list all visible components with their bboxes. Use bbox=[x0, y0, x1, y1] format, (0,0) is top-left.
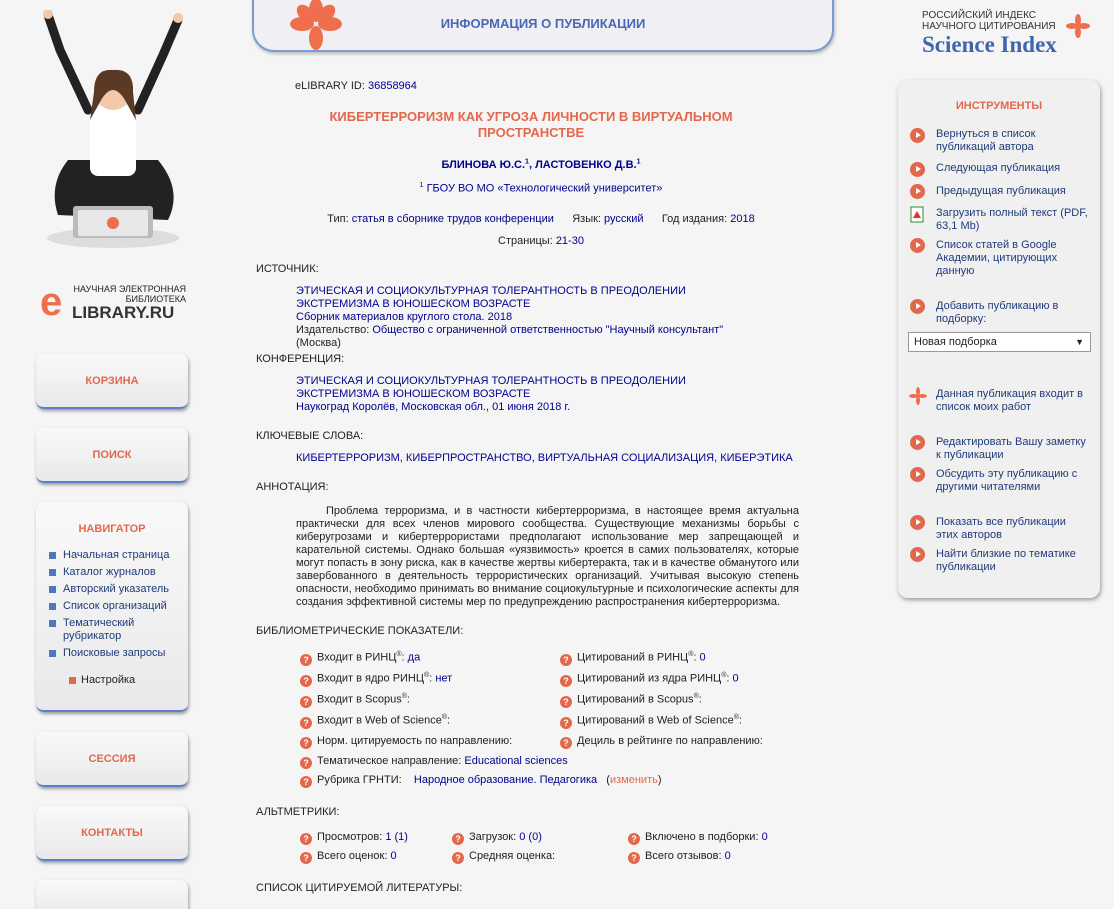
contacts-box[interactable] bbox=[36, 806, 188, 861]
biblio-cit-core: ? Цитирований из ядра РИНЦ®: 0 bbox=[560, 672, 739, 687]
logo-text: LIBRARY.RU bbox=[72, 303, 175, 322]
help-icon[interactable]: ? bbox=[628, 852, 640, 864]
cart-button[interactable]: КОРЗИНА bbox=[85, 375, 139, 387]
help-icon[interactable]: ? bbox=[300, 757, 312, 769]
keywords-list[interactable]: КИБЕРТЕРРОРИЗМ, КИБЕРПРОСТРАНСТВО, ВИРТУАЛЬНАЯ СОЦИАЛИЗАЦИЯ, КИБЕРЭТИКА bbox=[296, 452, 793, 464]
help-icon[interactable]: ? bbox=[628, 833, 640, 845]
help-icon[interactable]: ? bbox=[300, 717, 312, 729]
pdf-icon bbox=[909, 206, 926, 223]
arrow-icon bbox=[910, 467, 925, 482]
nav-item-journals[interactable]: Каталог журналов bbox=[36, 566, 188, 579]
alt-views: ? Просмотров: 1 (1) bbox=[300, 831, 408, 845]
nav-item-authors[interactable]: Авторский указатель bbox=[36, 583, 188, 596]
arrow-icon bbox=[910, 162, 925, 177]
help-icon[interactable]: ? bbox=[560, 654, 572, 666]
bullet-icon bbox=[49, 620, 56, 627]
logo-e: e bbox=[40, 280, 63, 324]
author-link-1[interactable]: БЛИНОВА Ю.С.$^1$ bbox=[441, 158, 529, 171]
asterisk-icon bbox=[909, 387, 927, 405]
next-box bbox=[36, 880, 188, 909]
biblio-cit-wos: ? Цитирований в Web of Science®: bbox=[560, 714, 742, 729]
conference-place: Наукоград Королёв, Московская обл., 01 июня 2018 г. bbox=[296, 401, 571, 413]
alt-reviews: ? Всего отзывов: 0 bbox=[628, 850, 731, 864]
my-works-link[interactable]: Данная публикация входит в список моих работ bbox=[936, 388, 1084, 413]
help-icon[interactable]: ? bbox=[452, 833, 464, 845]
affiliation[interactable]: $^1$ ГБОУ ВО МО «Технологический университет» bbox=[419, 182, 663, 195]
navigator-list bbox=[36, 549, 188, 687]
elibrary-logo[interactable] bbox=[40, 282, 190, 326]
similar-pubs-link[interactable]: Найти близкие по тематике публикации bbox=[936, 548, 1076, 573]
biblio-cit-rinc: ? Цитирований в РИНЦ®: 0 bbox=[560, 651, 706, 666]
biblio-norm: ? Норм. цитируемость по направлению: bbox=[300, 735, 512, 749]
annotation-text: Проблема терроризма, и в частности кибертерроризма, в настоящее время актуальна практически для всех членов мирового сообщества. Существующие механизмы борьбы с киберугрозами и кибертеррористами предполагают использование мер запрещающей и карательной системы. Однако большая «уязвимость» кроется в самих пользователях, которые могут попасть в зону риска, как в качестве жертвы кибертеракта, так и в качестве обманутого или завербованного в деятельность террористических организаций. Учитывая высокую степень опасности, необходимо принимать во внимание социокультурные и психологические аспекты для создания эффективной системы мер по предупреждению распространения кибертерроризма. bbox=[296, 505, 799, 608]
bullet-icon bbox=[49, 569, 56, 576]
elibrary-id: eLIBRARY ID: 36858964 bbox=[295, 80, 417, 92]
biblio-cit-scopus: ? Цитирований в Scopus®: bbox=[560, 693, 702, 708]
nav-item-queries[interactable]: Поисковые запросы bbox=[36, 647, 188, 660]
session-button[interactable]: СЕССИЯ bbox=[88, 753, 136, 765]
arrow-icon bbox=[910, 238, 925, 253]
nav-item-orgs[interactable]: Список организаций bbox=[36, 600, 188, 613]
nav-item-home[interactable]: Начальная страница bbox=[36, 549, 188, 562]
collection-select[interactable]: Новая подборка ▼ bbox=[908, 332, 1091, 352]
nav-item-rubricator[interactable]: Тематический рубрикатор bbox=[36, 617, 188, 643]
help-icon[interactable]: ? bbox=[300, 696, 312, 708]
arrow-icon bbox=[910, 547, 925, 562]
keywords-heading: КЛЮЧЕВЫЕ СЛОВА: bbox=[256, 430, 364, 442]
authors: БЛИНОВА Ю.С.$^1$, ЛАСТОВЕНКО Д.В.$^1$ bbox=[441, 158, 641, 171]
hero-illustration bbox=[38, 10, 188, 255]
bullet-icon bbox=[49, 650, 56, 657]
edit-note-link[interactable]: Редактировать Вашу заметку к публикации bbox=[936, 436, 1086, 461]
bullet-icon bbox=[49, 586, 56, 593]
help-icon[interactable]: ? bbox=[300, 776, 312, 788]
help-icon[interactable]: ? bbox=[300, 737, 312, 749]
biblio-decile: ? Дециль в рейтинге по направлению: bbox=[560, 735, 763, 749]
alt-heading: АЛЬТМЕТРИКИ: bbox=[256, 806, 340, 818]
discuss-link[interactable]: Обсудить эту публикацию с другими читателями bbox=[936, 468, 1078, 493]
source-block: ЭТИЧЕСКАЯ И СОЦИОКУЛЬТУРНАЯ ТОЛЕРАНТНОСТЬ В ПРЕОДОЛЕНИИ ЭКСТРЕМИЗМА В ЮНОШЕСКОМ ВОЗРАСТЕ Сборник материалов круглого стола. 2018 Издательство: Общество с ограниченной ответственностью "Научный консультант" (Москва) bbox=[296, 285, 724, 349]
publication-title: КИБЕРТЕРРОРИЗМ КАК УГРОЗА ЛИЧНОСТИ В ВИРТУАЛЬНОМ ПРОСТРАНСТВЕ bbox=[329, 109, 733, 140]
source-heading: ИСТОЧНИК: bbox=[256, 263, 319, 275]
biblio-rinc: ? Входит в РИНЦ®: да bbox=[300, 651, 420, 666]
search-box[interactable] bbox=[36, 428, 188, 483]
tools-title: ИНСТРУМЕНТЫ bbox=[955, 100, 1043, 112]
left-column bbox=[0, 0, 200, 909]
navigator-title: НАВИГАТОР bbox=[78, 523, 146, 535]
logo-subtitle: НАУЧНАЯ ЭЛЕКТРОННАЯ БИБЛИОТЕКА bbox=[73, 284, 186, 304]
help-icon[interactable]: ? bbox=[300, 654, 312, 666]
biblio-heading: БИБЛИОМЕТРИЧЕСКИЕ ПОКАЗАТЕЛИ: bbox=[256, 625, 464, 637]
annotation-heading: АННОТАЦИЯ: bbox=[256, 481, 329, 493]
help-icon[interactable]: ? bbox=[452, 852, 464, 864]
arrow-icon bbox=[910, 299, 925, 314]
help-icon[interactable]: ? bbox=[560, 737, 572, 749]
contacts-button[interactable]: КОНТАКТЫ bbox=[81, 827, 143, 839]
publisher-link[interactable]: Общество с ограниченной ответственностью "Научный консультант" bbox=[372, 324, 724, 336]
dropdown-arrow-icon: ▼ bbox=[1075, 337, 1084, 347]
science-index-logo[interactable]: РОССИЙСКИЙ ИНДЕКС НАУЧНОГО ЦИТИРОВАНИЯ Science Index bbox=[922, 10, 1057, 58]
source-collection: Сборник материалов круглого стола. 2018 bbox=[296, 311, 513, 323]
header-tab bbox=[252, 0, 834, 52]
change-link[interactable]: изменить bbox=[609, 774, 658, 786]
nav-item-settings[interactable]: Настройка bbox=[36, 674, 188, 687]
help-icon[interactable]: ? bbox=[560, 675, 572, 687]
all-author-pubs-link[interactable]: Показать все публикации этих авторов bbox=[936, 516, 1066, 541]
bullet-icon bbox=[69, 677, 76, 684]
session-box[interactable] bbox=[36, 732, 188, 787]
pub-meta: Тип: статья в сборнике трудов конференции Язык: русский Год издания: 2018 bbox=[327, 213, 755, 225]
help-icon[interactable]: ? bbox=[560, 696, 572, 708]
search-button[interactable]: ПОИСК bbox=[92, 449, 132, 461]
bullet-icon bbox=[49, 603, 56, 610]
arrow-icon bbox=[910, 515, 925, 530]
google-scholar-link[interactable]: Список статей в Google Академии, цитирующих данную bbox=[936, 239, 1058, 277]
arrow-icon bbox=[910, 184, 925, 199]
help-icon[interactable]: ? bbox=[560, 717, 572, 729]
asterisk-icon bbox=[1066, 14, 1090, 38]
alt-ratings: ? Всего оценок: 0 bbox=[300, 850, 397, 864]
help-icon[interactable]: ? bbox=[300, 852, 312, 864]
source-title-link[interactable]: ЭТИЧЕСКАЯ И СОЦИОКУЛЬТУРНАЯ ТОЛЕРАНТНОСТЬ В ПРЕОДОЛЕНИИ ЭКСТРЕМИЗМА В ЮНОШЕСКОМ ВОЗРАСТЕ bbox=[296, 285, 686, 310]
conference-block bbox=[296, 375, 766, 414]
pages: Страницы: 21-30 bbox=[498, 235, 584, 247]
help-icon[interactable]: ? bbox=[300, 833, 312, 845]
help-icon[interactable]: ? bbox=[300, 675, 312, 687]
biblio-topic: ? Тематическое направление: Educational sciences bbox=[300, 755, 568, 769]
alt-avg: ? Средняя оценка: bbox=[452, 850, 555, 864]
add-to-collection-label: Добавить публикацию в подборку: bbox=[936, 300, 1059, 325]
page-title: ИНФОРМАЦИЯ О ПУБЛИКАЦИИ bbox=[440, 16, 646, 31]
back-to-author-link[interactable]: Вернуться в список публикаций автора bbox=[936, 128, 1036, 153]
refs-heading: СПИСОК ЦИТИРУЕМОЙ ЛИТЕРАТУРЫ: bbox=[256, 882, 463, 894]
biblio-grnti: ? Рубрика ГРНТИ: Народное образование. Педагогика (изменить) bbox=[300, 774, 662, 788]
biblio-scopus: ? Входит в Scopus®: bbox=[300, 693, 410, 708]
navigator-box bbox=[36, 502, 188, 712]
biblio-wos: ? Входит в Web of Science®: bbox=[300, 714, 450, 729]
conference-heading: КОНФЕРЕНЦИЯ: bbox=[256, 353, 345, 365]
download-pdf-link[interactable]: Загрузить полный текст (PDF, 63,1 Mb) bbox=[936, 207, 1088, 232]
prev-publication-link[interactable]: Предыдущая публикация bbox=[936, 185, 1066, 197]
bullet-icon bbox=[49, 552, 56, 559]
arrow-icon bbox=[910, 435, 925, 450]
arrow-icon bbox=[910, 128, 925, 143]
biblio-core: ? Входит в ядро РИНЦ®: нет bbox=[300, 672, 452, 687]
alt-collections: ? Включено в подборки: 0 bbox=[628, 831, 768, 845]
author-link-2[interactable]: ЛАСТОВЕНКО Д.В.$^1$ bbox=[535, 158, 641, 171]
next-publication-link[interactable]: Следующая публикация bbox=[936, 162, 1061, 174]
cart-box[interactable] bbox=[36, 354, 188, 409]
conference-title-link[interactable]: ЭТИЧЕСКАЯ И СОЦИОКУЛЬТУРНАЯ ТОЛЕРАНТНОСТЬ В ПРЕОДОЛЕНИИ ЭКСТРЕМИЗМА В ЮНОШЕСКОМ ВОЗРАСТЕ bbox=[296, 375, 686, 400]
alt-downloads: ? Загрузок: 0 (0) bbox=[452, 831, 542, 845]
